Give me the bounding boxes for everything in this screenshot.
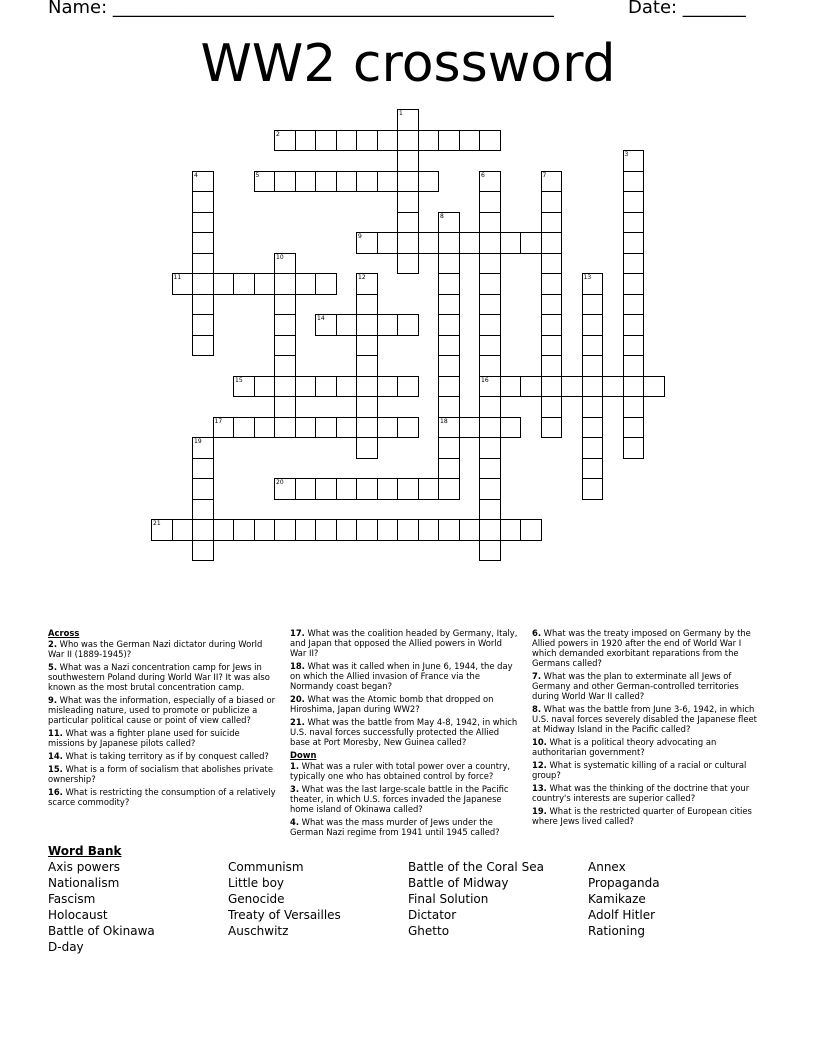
grid-cell[interactable] — [192, 232, 214, 254]
grid-cell[interactable] — [397, 191, 419, 213]
grid-cell[interactable] — [479, 417, 501, 439]
clue-number: 7 — [542, 171, 547, 179]
grid-cell[interactable] — [623, 212, 645, 234]
grid-cell[interactable] — [438, 458, 460, 480]
word-bank-item: Kamikaze — [588, 892, 646, 906]
page-title: WW2 crossword — [200, 34, 616, 94]
grid-cell[interactable] — [254, 417, 276, 439]
down-heading: Down — [290, 750, 317, 760]
grid-cell[interactable] — [233, 273, 255, 295]
clue-text: What is systematic killing of a racial or cultural group? — [532, 760, 747, 780]
grid-cell[interactable] — [541, 376, 563, 398]
clue-item — [290, 784, 520, 814]
clue-text: What is restricting the consumption of a relatively scarce commodity? — [48, 787, 276, 807]
word-bank-item: Auschwitz — [228, 924, 289, 938]
grid-cell[interactable] — [397, 478, 419, 500]
grid-cell[interactable] — [295, 417, 317, 439]
grid-cell[interactable] — [438, 478, 460, 500]
grid-cell[interactable] — [438, 519, 460, 541]
word-bank-item: Dictator — [408, 908, 457, 922]
word-bank-item: Rationing — [588, 924, 645, 938]
grid-cell[interactable] — [479, 437, 501, 459]
grid-cell[interactable] — [623, 355, 645, 377]
across-clue-list — [48, 639, 278, 807]
grid-cell[interactable] — [192, 540, 214, 562]
word-bank-item: Annex — [588, 860, 626, 874]
grid-cell[interactable] — [356, 355, 378, 377]
grid-cell[interactable] — [582, 314, 604, 336]
grid-cell[interactable] — [520, 232, 542, 254]
clue-item — [532, 671, 760, 701]
clue-item — [48, 764, 278, 784]
grid-cell[interactable] — [438, 355, 460, 377]
clue-text: What was it called when in June 6, 1944, the day on which the Allied invasion of France via the Normandy coast began? — [290, 661, 513, 691]
clue-number: 15 — [235, 376, 243, 384]
word-bank-column-1 — [48, 859, 155, 955]
word-bank-title: Word Bank — [48, 844, 122, 858]
grid-cell[interactable] — [438, 273, 460, 295]
clue-number-label: 2. — [48, 639, 58, 649]
clue-item — [48, 787, 278, 807]
clue-text: What was the battle from June 3-6, 1942, in which U.S. naval forces severely disabled the Japanese fleet at Midway Island in the Pacific called? — [532, 704, 757, 734]
clue-number-label: 6. — [532, 628, 542, 638]
grid-cell[interactable] — [418, 478, 440, 500]
grid-cell[interactable] — [315, 130, 337, 152]
clue-item — [290, 817, 520, 837]
grid-cell[interactable] — [582, 294, 604, 316]
grid-cell[interactable] — [274, 417, 296, 439]
clue-number: 9 — [358, 233, 362, 240]
grid-cell[interactable] — [479, 458, 501, 480]
grid-cell[interactable] — [356, 171, 378, 193]
grid-cell[interactable] — [602, 376, 624, 398]
grid-cell[interactable] — [438, 396, 460, 418]
clue-item — [48, 639, 278, 659]
clue-item — [290, 661, 520, 691]
word-bank-column-2 — [228, 859, 341, 939]
grid-cell[interactable] — [356, 294, 378, 316]
clue-number: 2 — [276, 130, 280, 138]
clue-item — [48, 662, 278, 692]
grid-cell[interactable] — [172, 519, 194, 541]
clue-item — [48, 695, 278, 725]
grid-cell[interactable] — [438, 253, 460, 275]
grid-cell[interactable] — [274, 355, 296, 377]
grid-cell[interactable] — [295, 130, 317, 152]
grid-cell[interactable] — [356, 437, 378, 459]
clue-text: What was the mass murder of Jews under the German Nazi regime from 1941 until 1945 called? — [290, 817, 500, 837]
grid-cell[interactable] — [623, 396, 645, 418]
grid-cell[interactable] — [315, 519, 337, 541]
grid-cell[interactable] — [623, 294, 645, 316]
grid-cell[interactable] — [397, 519, 419, 541]
grid-cell[interactable] — [192, 478, 214, 500]
grid-cell[interactable] — [377, 171, 399, 193]
grid-cell[interactable] — [479, 355, 501, 377]
clue-text: What was a fighter plane used for suicide missions by Japanese pilots called? — [48, 728, 240, 748]
grid-cell[interactable] — [356, 130, 378, 152]
grid-cell[interactable] — [356, 314, 378, 336]
word-bank-item: D-day — [48, 940, 84, 954]
grid-cell[interactable] — [459, 417, 481, 439]
grid-cell[interactable] — [541, 273, 563, 295]
clue-number-label: 3. — [290, 784, 300, 794]
word-bank-column-3 — [408, 859, 544, 939]
clue-text: What was the plan to exterminate all Jews of Germany and other German-controlled territories during World War II called? — [532, 671, 739, 701]
grid-cell[interactable] — [623, 376, 645, 398]
clues-column-3 — [532, 628, 760, 829]
clue-number: 13 — [583, 274, 592, 281]
grid-cell[interactable] — [438, 376, 460, 398]
grid-cell[interactable] — [377, 417, 399, 439]
grid-cell[interactable] — [295, 171, 317, 193]
grid-cell[interactable] — [356, 335, 378, 357]
clue-item — [290, 628, 520, 658]
word-bank-item: Adolf Hitler — [588, 908, 656, 922]
word-bank-item: Fascism — [48, 892, 96, 906]
grid-cell[interactable] — [459, 519, 481, 541]
grid-cell[interactable] — [459, 130, 481, 152]
word-bank-item: Final Solution — [408, 892, 489, 906]
grid-cell[interactable] — [274, 376, 296, 398]
grid-cell[interactable] — [397, 130, 419, 152]
grid-cell[interactable] — [541, 232, 563, 254]
word-bank-item: Battle of Midway — [408, 876, 509, 890]
grid-cell[interactable] — [295, 376, 317, 398]
grid-cell[interactable] — [541, 253, 563, 275]
grid-cell[interactable] — [479, 499, 501, 521]
grid-cell[interactable] — [541, 396, 563, 418]
grid-cell[interactable] — [397, 314, 419, 336]
grid-cell[interactable] — [397, 232, 419, 254]
grid-cell[interactable] — [397, 253, 419, 275]
grid-cell[interactable] — [397, 171, 419, 193]
grid-cell[interactable] — [582, 396, 604, 418]
grid-cell[interactable] — [192, 519, 214, 541]
grid-cell[interactable] — [520, 376, 542, 398]
grid-cell[interactable] — [500, 232, 522, 254]
clue-number-label: 12. — [532, 760, 547, 770]
grid-cell[interactable] — [418, 130, 440, 152]
clue-item — [532, 737, 760, 757]
grid-cell[interactable] — [192, 191, 214, 213]
clue-number-label: 11. — [48, 728, 63, 738]
clue-item — [532, 704, 760, 734]
grid-cell[interactable] — [254, 376, 276, 398]
grid-cell[interactable] — [397, 212, 419, 234]
grid-cell[interactable] — [336, 171, 358, 193]
clue-item — [290, 694, 520, 714]
grid-cell[interactable] — [479, 212, 501, 234]
grid-cell[interactable] — [438, 232, 460, 254]
grid-cell[interactable] — [274, 294, 296, 316]
grid-cell[interactable] — [520, 519, 542, 541]
grid-cell[interactable] — [213, 273, 235, 295]
clue-text: What was the information, especially of a biased or misleading nature, used to promote or publicize a particular political cause or point of view called? — [48, 695, 276, 725]
grid-cell[interactable] — [500, 519, 522, 541]
word-bank-column-4 — [588, 859, 660, 939]
clue-text: What was the Atomic bomb that dropped on Hiroshima, Japan during WW2? — [290, 694, 494, 714]
grid-cell[interactable] — [295, 478, 317, 500]
grid-cell[interactable] — [356, 376, 378, 398]
grid-cell[interactable] — [438, 437, 460, 459]
grid-cell[interactable] — [418, 232, 440, 254]
grid-cell[interactable] — [623, 232, 645, 254]
clue-number-label: 18. — [290, 661, 305, 671]
grid-cell[interactable] — [356, 478, 378, 500]
clue-number: 16 — [481, 376, 489, 384]
grid-cell[interactable] — [582, 478, 604, 500]
grid-cell[interactable] — [541, 294, 563, 316]
grid-cell[interactable] — [295, 273, 317, 295]
clue-number-label: 16. — [48, 787, 63, 797]
grid-cell[interactable] — [274, 171, 296, 193]
grid-cell[interactable] — [438, 130, 460, 152]
grid-cell[interactable] — [479, 232, 501, 254]
grid-cell[interactable] — [274, 273, 296, 295]
grid-cell[interactable] — [479, 396, 501, 418]
grid-cell[interactable] — [336, 376, 358, 398]
clue-number-label: 17. — [290, 628, 305, 638]
grid-cell[interactable] — [377, 130, 399, 152]
grid-cell[interactable] — [479, 294, 501, 316]
grid-cell[interactable] — [274, 314, 296, 336]
grid-cell[interactable] — [377, 478, 399, 500]
grid-cell[interactable] — [192, 458, 214, 480]
clue-number-label: 19. — [532, 806, 547, 816]
grid-cell[interactable] — [479, 253, 501, 275]
clue-item — [48, 751, 278, 761]
clue-item — [290, 761, 520, 781]
clue-text: What is taking territory as if by conquest called? — [62, 751, 269, 761]
grid-cell[interactable] — [479, 314, 501, 336]
clue-text: What was a Nazi concentration camp for Jews in southwestern Poland during World War II? It was also known as the most brutal concentration camp. — [48, 662, 270, 692]
grid-cell[interactable] — [623, 253, 645, 275]
date-field[interactable]: Date: _______ — [628, 0, 746, 18]
grid-cell[interactable] — [377, 376, 399, 398]
clue-item — [532, 783, 760, 803]
grid-cell[interactable] — [623, 273, 645, 295]
clue-number: 18 — [440, 417, 448, 425]
grid-cell[interactable] — [541, 417, 563, 439]
down-clue-list-continued — [532, 628, 760, 826]
grid-cell[interactable] — [233, 417, 255, 439]
grid-cell[interactable] — [315, 478, 337, 500]
clue-number: 12 — [358, 274, 366, 281]
clues-column-2 — [290, 628, 520, 840]
grid-cell[interactable] — [623, 191, 645, 213]
grid-cell[interactable] — [459, 232, 481, 254]
grid-cell[interactable] — [479, 478, 501, 500]
grid-cell[interactable] — [336, 519, 358, 541]
clue-text: What was the last large-scale battle in the Pacific theater, in which U.S. forces invaded the Japanese home island of Okinawa called? — [290, 784, 509, 814]
clue-text: What is a form of socialism that abolishes private ownership? — [48, 764, 273, 784]
clue-number-label: 20. — [290, 694, 305, 704]
clue-text: What was a ruler with total power over a country, typically one who has obtained control by force? — [290, 761, 511, 781]
clue-number: 14 — [317, 315, 325, 322]
grid-cell[interactable] — [541, 314, 563, 336]
grid-cell[interactable] — [192, 314, 214, 336]
grid-cell[interactable] — [623, 314, 645, 336]
clue-number: 6 — [481, 171, 485, 179]
grid-cell[interactable] — [192, 253, 214, 275]
word-bank-item: Little boy — [228, 876, 285, 890]
clue-number-label: 15. — [48, 764, 63, 774]
word-bank-item: Ghetto — [408, 924, 450, 938]
grid-cell[interactable] — [377, 314, 399, 336]
grid-cell[interactable] — [315, 273, 337, 295]
grid-cell[interactable] — [479, 130, 501, 152]
word-bank-item: Nationalism — [48, 876, 120, 890]
down-clue-list — [290, 761, 520, 837]
grid-cell[interactable] — [274, 335, 296, 357]
clue-number: 3 — [624, 151, 629, 158]
grid-cell[interactable] — [315, 171, 337, 193]
clue-number: 20 — [276, 479, 284, 486]
grid-cell[interactable] — [192, 499, 214, 521]
grid-cell[interactable] — [582, 437, 604, 459]
grid-cell[interactable] — [377, 519, 399, 541]
clue-text: What was the thinking of the doctrine that your country's interests are superior called? — [532, 783, 750, 803]
clue-number: 10 — [276, 253, 284, 261]
grid-cell[interactable] — [561, 376, 583, 398]
word-bank-item: Treaty of Versailles — [228, 908, 341, 922]
clue-number-label: 9. — [48, 695, 58, 705]
grid-cell[interactable] — [582, 417, 604, 439]
grid-cell[interactable] — [356, 519, 378, 541]
grid-cell[interactable] — [397, 376, 419, 398]
grid-cell[interactable] — [438, 314, 460, 336]
clue-number: 19 — [194, 438, 202, 445]
clue-number-label: 13. — [532, 783, 547, 793]
word-bank-item: Battle of Okinawa — [48, 924, 155, 938]
grid-cell[interactable] — [192, 212, 214, 234]
grid-cell[interactable] — [213, 519, 235, 541]
clue-item — [290, 717, 520, 747]
grid-cell[interactable] — [233, 519, 255, 541]
grid-cell[interactable] — [582, 458, 604, 480]
grid-cell[interactable] — [479, 273, 501, 295]
grid-cell[interactable] — [356, 396, 378, 418]
clue-text: What is the restricted quarter of European cities where Jews lived called? — [532, 806, 752, 826]
grid-cell[interactable] — [582, 335, 604, 357]
word-bank-item: Battle of the Coral Sea — [408, 860, 544, 874]
word-bank-item: Communism — [228, 860, 304, 874]
name-field[interactable]: Name: _________________________________________________ — [48, 0, 554, 18]
across-clue-list-continued — [290, 628, 520, 747]
grid-cell[interactable] — [582, 376, 604, 398]
clue-item — [532, 760, 760, 780]
grid-cell[interactable] — [623, 335, 645, 357]
grid-cell[interactable] — [192, 273, 214, 295]
clue-number-label: 5. — [48, 662, 58, 672]
grid-cell[interactable] — [623, 171, 645, 193]
grid-cell[interactable] — [438, 294, 460, 316]
clue-text: What was the treaty imposed on Germany by the Allied powers in 1920 after the end of World War I which demanded exorbitant reparations from the Germans called? — [532, 628, 751, 668]
clue-number: 8 — [440, 212, 444, 220]
clue-item — [532, 628, 760, 668]
clue-number-label: 8. — [532, 704, 542, 714]
clue-number-label: 4. — [290, 817, 300, 827]
grid-cell[interactable] — [438, 335, 460, 357]
grid-cell[interactable] — [541, 335, 563, 357]
grid-cell[interactable] — [274, 396, 296, 418]
clue-text: What is a political theory advocating an authoritarian government? — [532, 737, 717, 757]
clue-text: What was the battle from May 4-8, 1942, in which U.S. naval forces successfully protected the Allied base at Port Moresby, New Guinea called? — [290, 717, 518, 747]
grid-cell[interactable] — [274, 519, 296, 541]
across-heading: Across — [48, 628, 80, 638]
grid-cell[interactable] — [418, 171, 440, 193]
grid-cell[interactable] — [397, 417, 419, 439]
grid-cell[interactable] — [541, 212, 563, 234]
word-bank-item: Holocaust — [48, 908, 108, 922]
clue-number: 1 — [399, 110, 403, 117]
clue-number: 5 — [255, 171, 260, 179]
word-bank-item: Propaganda — [588, 876, 660, 890]
grid-cell[interactable] — [315, 376, 337, 398]
grid-cell[interactable] — [500, 417, 522, 439]
clue-item — [48, 728, 278, 748]
grid-cell[interactable] — [336, 478, 358, 500]
grid-cell[interactable] — [479, 540, 501, 562]
clue-number: 17 — [214, 417, 223, 425]
clue-text: Who was the German Nazi dictator during World War II (1889-1945)? — [48, 639, 263, 659]
word-bank-item: Genocide — [228, 892, 285, 906]
grid-cell[interactable] — [643, 376, 665, 398]
grid-cell[interactable] — [418, 519, 440, 541]
grid-cell[interactable] — [397, 150, 419, 172]
grid-cell[interactable] — [254, 519, 276, 541]
grid-cell[interactable] — [479, 519, 501, 541]
grid-cell[interactable] — [254, 273, 276, 295]
clue-number-label: 21. — [290, 717, 305, 727]
grid-cell[interactable] — [356, 417, 378, 439]
word-bank-item: Axis powers — [48, 860, 121, 874]
grid-cell[interactable] — [623, 417, 645, 439]
grid-cell[interactable] — [623, 437, 645, 459]
grid-cell[interactable] — [336, 417, 358, 439]
grid-cell[interactable] — [295, 519, 317, 541]
grid-cell[interactable] — [192, 294, 214, 316]
grid-cell[interactable] — [315, 417, 337, 439]
clue-number: 21 — [153, 520, 161, 527]
grid-cell[interactable] — [192, 335, 214, 357]
clue-number: 4 — [194, 171, 198, 179]
clue-item — [532, 806, 760, 826]
grid-cell[interactable] — [479, 191, 501, 213]
clue-number-label: 7. — [532, 671, 542, 681]
grid-cell[interactable] — [582, 355, 604, 377]
clues-column-1 — [48, 628, 278, 810]
grid-cell[interactable] — [377, 232, 399, 254]
clue-text: What was the coalition headed by Germany, Italy, and Japan that opposed the Allied powers in World War II? — [290, 628, 518, 658]
grid-cell[interactable] — [336, 130, 358, 152]
grid-cell[interactable] — [541, 191, 563, 213]
grid-cell[interactable] — [541, 355, 563, 377]
clue-number: 11 — [173, 274, 182, 281]
grid-cell[interactable] — [336, 314, 358, 336]
grid-cell[interactable] — [500, 376, 522, 398]
clue-number-label: 1. — [290, 761, 300, 771]
clue-number-label: 10. — [532, 737, 547, 747]
clue-number-label: 14. — [48, 751, 63, 761]
grid-cell[interactable] — [479, 335, 501, 357]
